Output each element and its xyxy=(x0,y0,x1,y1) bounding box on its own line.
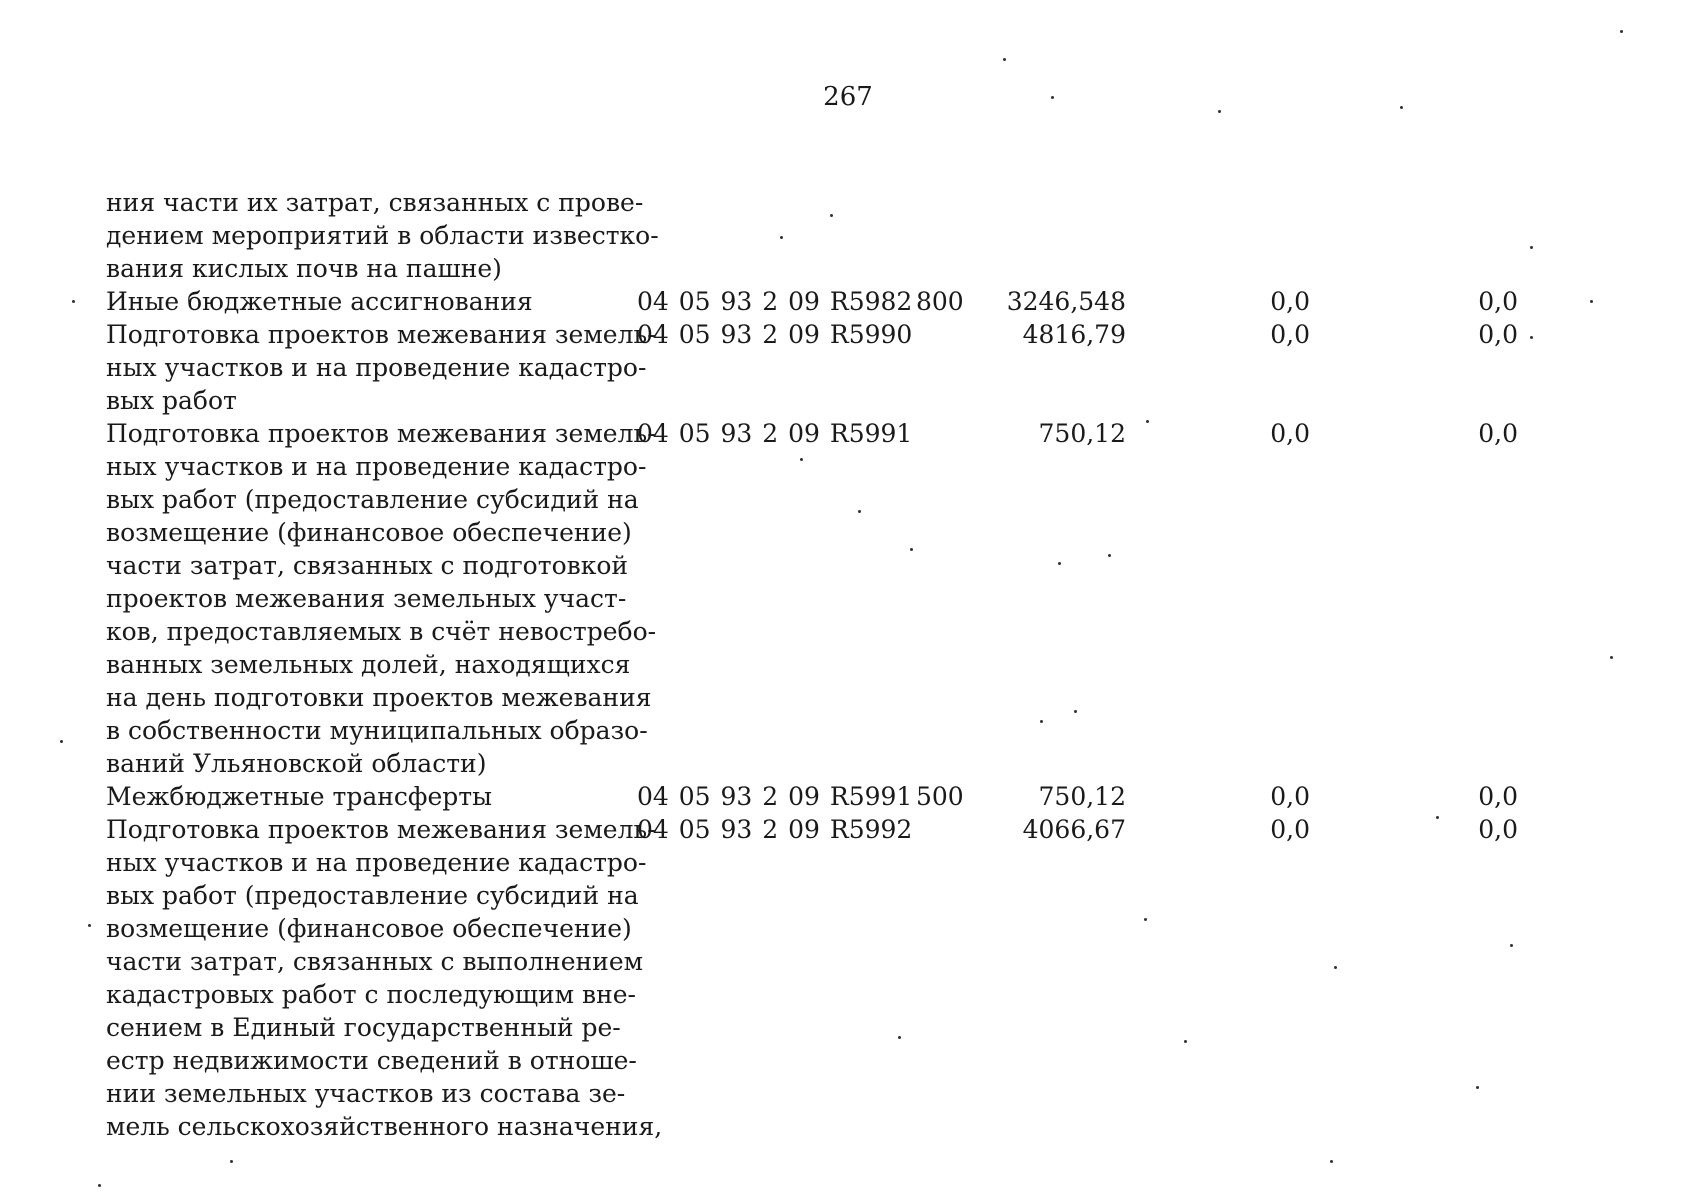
description-line: проектов межевания земельных участ- xyxy=(106,584,627,613)
description-line: возмещение (финансовое обеспечение) xyxy=(106,518,632,547)
table-row xyxy=(0,813,1696,1143)
row-description xyxy=(106,318,656,417)
description-line: дением мероприятий в области известко- xyxy=(106,221,659,250)
description-line: на день подготовки проектов межевания xyxy=(106,683,652,712)
budget-code: 04 05 93 2 09 R5991 xyxy=(637,782,913,811)
description-line: ков, предоставляемых в счёт невостребо- xyxy=(106,617,657,646)
amount-year-1: 750,12 xyxy=(1038,782,1126,811)
description-line: Подготовка проектов межевания земель- xyxy=(106,815,656,844)
budget-code: 04 05 93 2 09 R5990 xyxy=(637,320,913,349)
description-line: вых работ xyxy=(106,386,237,415)
description-line: ных участков и на проведение кадастро- xyxy=(106,353,647,382)
description-line: Межбюджетные трансферты xyxy=(106,782,493,811)
description-line: кадастровых работ с последующим вне- xyxy=(106,980,637,1009)
table-row xyxy=(0,780,1696,813)
description-line: естр недвижимости сведений в отноше- xyxy=(106,1046,637,1075)
row-description xyxy=(106,186,659,285)
row-description xyxy=(106,780,616,813)
description-line: сением в Единый государственный ре- xyxy=(106,1013,621,1042)
amount-year-1: 4066,67 xyxy=(1022,815,1126,844)
amount-year-2: 0,0 xyxy=(1270,815,1310,844)
amount-year-3: 0,0 xyxy=(1478,287,1518,316)
description-line: в собственности муниципальных образо- xyxy=(106,716,648,745)
page-number: 267 xyxy=(823,82,873,112)
amount-year-2: 0,0 xyxy=(1270,782,1310,811)
description-line: вых работ (предоставление субсидий на xyxy=(106,881,639,910)
table-row xyxy=(0,186,1696,285)
description-line: нии земельных участков из состава зе- xyxy=(106,1079,626,1108)
table-row xyxy=(0,417,1696,780)
amount-year-3: 0,0 xyxy=(1478,419,1518,448)
description-line: вых работ (предоставление субсидий на xyxy=(106,485,639,514)
row-description xyxy=(106,813,663,1143)
expense-type-code: 800 xyxy=(916,287,964,316)
description-line: ваний Ульяновской области) xyxy=(106,749,487,778)
amount-year-2: 0,0 xyxy=(1270,287,1310,316)
description-line: ния части их затрат, связанных с прове- xyxy=(106,188,644,217)
amount-year-1: 3246,548 xyxy=(1006,287,1126,316)
amount-year-3: 0,0 xyxy=(1478,815,1518,844)
row-description xyxy=(106,285,616,318)
budget-code: 04 05 93 2 09 R5992 xyxy=(637,815,913,844)
row-description xyxy=(106,417,657,780)
description-line: Иные бюджетные ассигнования xyxy=(106,287,533,316)
amount-year-3: 0,0 xyxy=(1478,320,1518,349)
budget-code: 04 05 93 2 09 R5991 xyxy=(637,419,913,448)
amount-year-1: 750,12 xyxy=(1038,419,1126,448)
description-line: ных участков и на проведение кадастро- xyxy=(106,848,647,877)
budget-code: 04 05 93 2 09 R5982 xyxy=(637,287,913,316)
description-line: мель сельскохозяйственного назначения, xyxy=(106,1112,663,1141)
description-line: ных участков и на проведение кадастро- xyxy=(106,452,647,481)
table-row xyxy=(0,285,1696,318)
description-line: Подготовка проектов межевания земель- xyxy=(106,419,656,448)
description-line: части затрат, связанных с выполнением xyxy=(106,947,644,976)
description-line: ванных земельных долей, находящихся xyxy=(106,650,631,679)
description-line: Подготовка проектов межевания земель- xyxy=(106,320,656,349)
amount-year-2: 0,0 xyxy=(1270,419,1310,448)
expense-type-code: 500 xyxy=(916,782,964,811)
amount-year-1: 4816,79 xyxy=(1022,320,1126,349)
description-line: возмещение (финансовое обеспечение) xyxy=(106,914,632,943)
table-row xyxy=(0,318,1696,417)
amount-year-2: 0,0 xyxy=(1270,320,1310,349)
description-line: части затрат, связанных с подготовкой xyxy=(106,551,629,580)
amount-year-3: 0,0 xyxy=(1478,782,1518,811)
description-line: вания кислых почв на пашне) xyxy=(106,254,502,283)
